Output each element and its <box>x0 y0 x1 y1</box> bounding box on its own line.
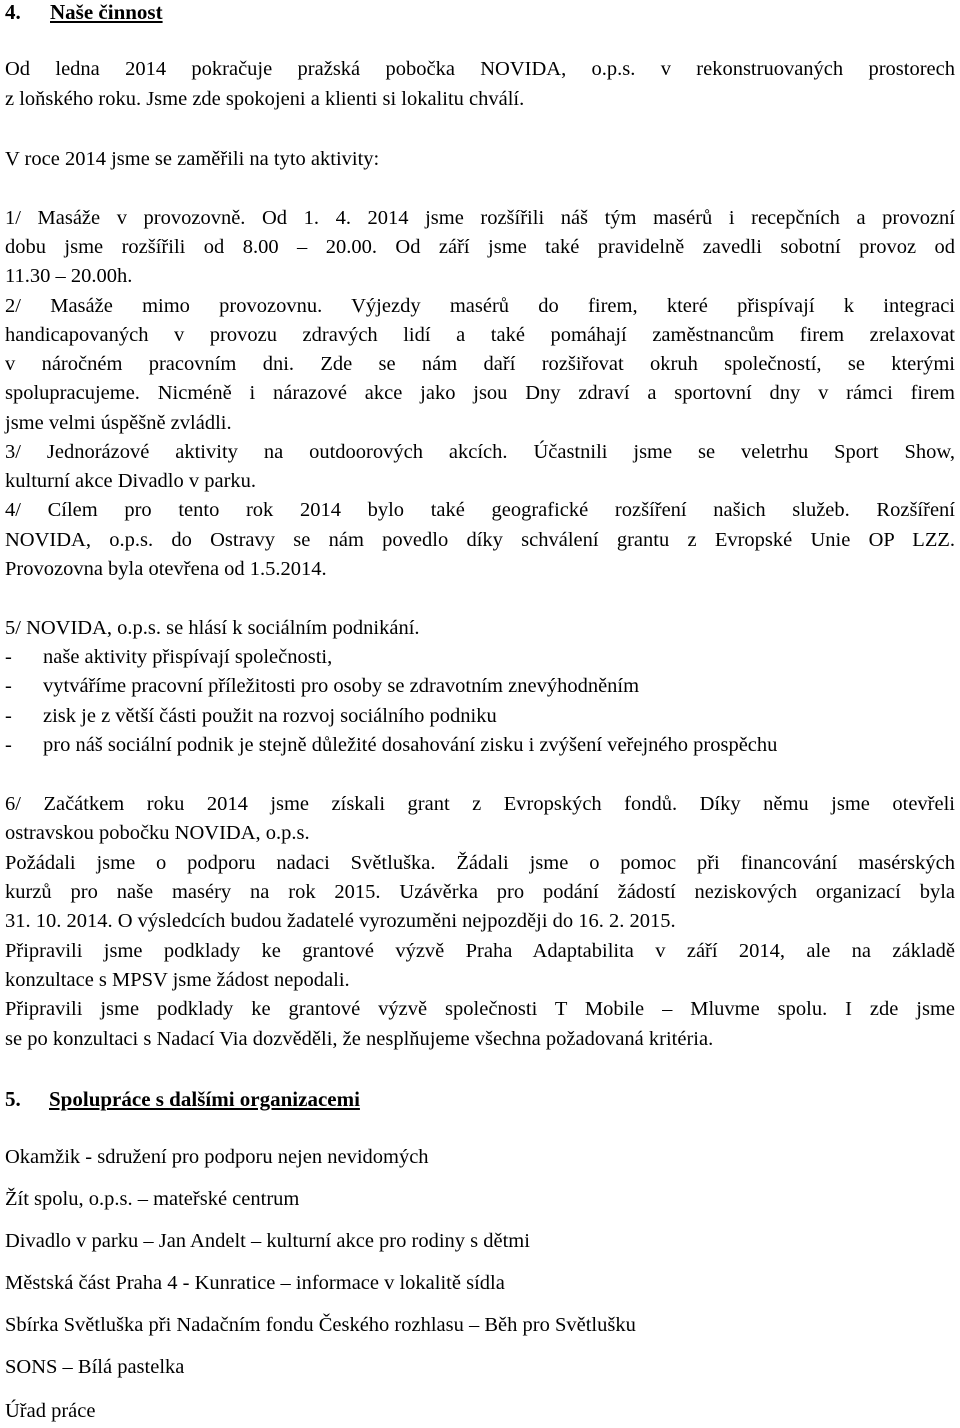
activity-6-line-5: 31. 10. 2014. O výsledcích budou žadatelé vyrozuměni nejpozději do 16. 2. 2015. <box>5 910 676 932</box>
activity-6-line-3: Požádali jsme o podporu nadaci Světluška. Žádali jsme o pomoc při financování masérských <box>5 852 955 874</box>
section-4-title: Naše činnost <box>50 0 163 24</box>
activity-5-heading: 5/ NOVIDA, o.p.s. se hlásí k sociálním podnikání. <box>5 617 420 639</box>
activity-6-line-6: Připravili jsme podklady ke grantové výzvě Praha Adaptabilita v září 2014, ale na základě <box>5 940 955 962</box>
partner-item: SONS – Bílá pastelka <box>5 1356 185 1378</box>
activity-6-line-8: Připravili jsme podklady ke grantové výzvě společnosti T Mobile – Mluvme spolu. I zde jsme <box>5 998 955 1020</box>
activity-1-line-3: 11.30 – 20.00h. <box>5 265 133 287</box>
intro-line-1: Od ledna 2014 pokračuje pražská pobočka NOVIDA, o.p.s. v rekonstruovaných prostorech <box>5 58 955 80</box>
list-item-text: vytváříme pracovní příležitosti pro osoby se zdravotním znevýhodněním <box>43 675 640 697</box>
list-item <box>5 674 639 698</box>
dash-marker: - <box>5 734 12 756</box>
section-4-number: 4. <box>5 0 21 24</box>
list-item <box>5 733 777 757</box>
section-5-number: 5. <box>5 1087 21 1111</box>
activity-3-line-2: kulturní akce Divadlo v parku. <box>5 470 257 492</box>
activity-2-line-2: handicapovaných v provozu zdravých lidí a také pomáhají zaměstnancům firem zrelaxovat <box>5 324 955 346</box>
activity-6-line-9: se po konzultaci s Nadací Via dozvěděli, že nesplňujeme všechna požadovaná kritéria. <box>5 1028 714 1050</box>
activity-1-line-2: dobu jsme rozšířili od 8.00 – 20.00. Od září jsme také pravidelně zavedli sobotní provoz od <box>5 236 955 258</box>
list-item <box>5 704 497 728</box>
dash-marker: - <box>5 705 12 727</box>
activity-4-line-3: Provozovna byla otevřena od 1.5.2014. <box>5 558 327 580</box>
section-5-heading <box>5 1087 955 1111</box>
focus-line: V roce 2014 jsme se zaměřili na tyto aktivity: <box>5 148 380 170</box>
section-5-title: Spolupráce s dalšími organizacemi <box>49 1087 360 1111</box>
activity-2-line-5: jsme velmi úspěšně zvládli. <box>5 412 232 434</box>
activity-1-line-1: 1/ Masáže v provozovně. Od 1. 4. 2014 jsme rozšířili náš tým masérů i recepčních a provozní <box>5 207 955 229</box>
activity-6-line-2: ostravskou pobočku NOVIDA, o.p.s. <box>5 822 310 844</box>
section-4-heading <box>5 0 955 24</box>
partner-item: Žít spolu, o.p.s. – mateřské centrum <box>5 1188 300 1210</box>
list-item-text: pro náš sociální podnik je stejně důležité dosahování zisku i zvýšení veřejného prospěchu <box>43 734 778 756</box>
dash-marker: - <box>5 675 12 697</box>
activity-6-line-7: konzultace s MPSV jsme žádost nepodali. <box>5 969 350 991</box>
list-item-text: zisk je z větší části použit na rozvoj sociálního podniku <box>43 705 497 727</box>
activity-2-line-1: 2/ Masáže mimo provozovnu. Výjezdy masérů do firem, které přispívají k integraci <box>5 295 955 317</box>
activity-6-line-4: kurzů pro naše maséry na rok 2015. Uzávěrka pro podání žádostí neziskových organizací byla <box>5 881 955 903</box>
partner-item: Městská část Praha 4 - Kunratice – informace v lokalitě sídla <box>5 1272 505 1294</box>
partner-item: Divadlo v parku – Jan Andelt – kulturní akce pro rodiny s dětmi <box>5 1230 530 1252</box>
intro-line-2: z loňského roku. Jsme zde spokojeni a klienti si lokalitu chválí. <box>5 88 525 110</box>
list-item <box>5 645 332 669</box>
activity-4-line-2: NOVIDA, o.p.s. do Ostravy se nám povedlo díky schválení grantu z Evropské Unie OP LZZ. <box>5 529 955 551</box>
dash-marker: - <box>5 646 12 668</box>
activity-3-line-1: 3/ Jednorázové aktivity na outdoorových akcích. Účastnili jsme se veletrhu Sport Show, <box>5 441 955 463</box>
activity-4-line-1: 4/ Cílem pro tento rok 2014 bylo také geografické rozšíření našich služeb. Rozšíření <box>5 499 955 521</box>
partner-item: Úřad práce <box>5 1400 96 1422</box>
activity-2-line-3: v náročném pracovním dni. Zde se nám daří rozšiřovat okruh společností, se kterými <box>5 353 955 375</box>
activity-2-line-4: spolupracujeme. Nicméně i nárazové akce jako jsou Dny zdraví a sportovní dny v rámci firem <box>5 382 955 404</box>
activity-6-line-1: 6/ Začátkem roku 2014 jsme získali grant z Evropských fondů. Díky němu jsme otevřeli <box>5 793 955 815</box>
partner-item: Okamžik - sdružení pro podporu nejen nevidomých <box>5 1146 429 1168</box>
partner-item: Sbírka Světluška při Nadačním fondu Českého rozhlasu – Běh pro Světlušku <box>5 1314 636 1336</box>
list-item-text: naše aktivity přispívají společnosti, <box>43 646 333 668</box>
